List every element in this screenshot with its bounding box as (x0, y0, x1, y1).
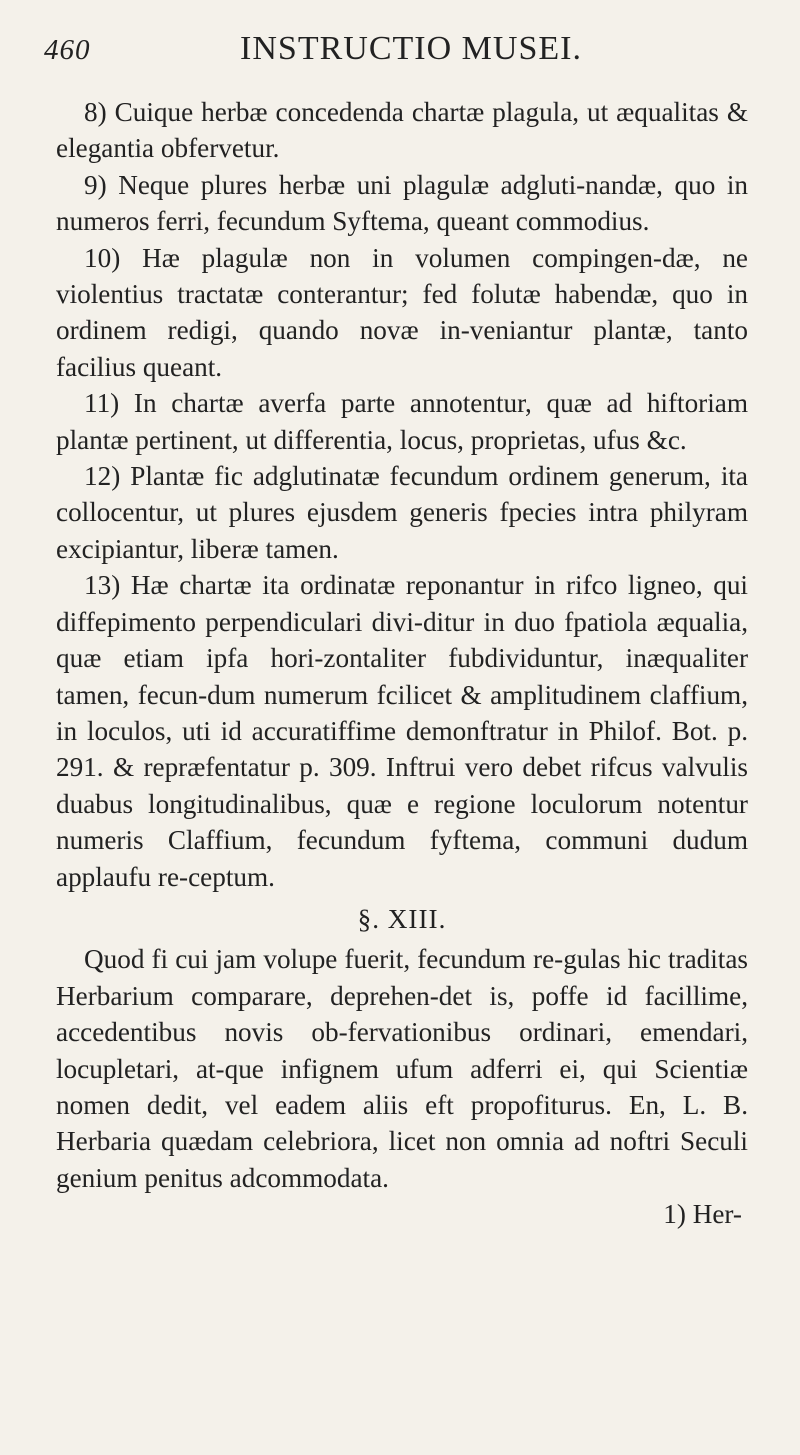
section-heading: §. XIII. (357, 903, 447, 934)
paragraph-9: 9) Neque plures herbæ uni plagulæ adgluti-nandæ, quo in numeros ferri, fecundum Syftema, queant commodius. (56, 169, 748, 237)
paragraph-8: 8) Cuique herbæ concedenda chartæ plagula, ut æqualitas & elegantia obfervetur. (56, 97, 748, 164)
paragraph-11: 11) In chartæ averfa parte annotentur, quæ ad hiftoriam plantæ pertinent, ut differentia, locus, proprietas, ufus &c. (56, 388, 748, 455)
paragraph-13: 13) Hæ chartæ ita ordinatæ reponantur in rifco ligneo, qui diffepimento perpendiculari divi-ditur in duo fpatiola æqualia, quæ etiam ipfa hori-zontaliter fubdividuntur, inæqualiter tamen, fecun-dum numerum fcilicet & amplitudinem claffium, in loculos, uti id accuratiffime demonftratur in Philof. Bot. p. 291. & repræfentatur p. 309. Inftrui vero debet rifcus valvulis duabus longitudinalibus, quæ e regione loculorum notentur numeris Claffium, fecundum fyftema, communi dudum applaufu re-ceptum. (56, 570, 748, 892)
paragraph-12: 12) Plantæ fic adglutinatæ fecundum ordinem generum, ita collocentur, ut plures ejusdem generis fpecies intra philyram excipiantur, liberæ tamen. (56, 461, 748, 564)
section-paragraph: Quod fi cui jam volupe fuerit, fecundum re-gulas hic traditas Herbarium comparare, deprehen-det is, poffe id facillime, accedentibus novis ob-fervationibus ordinari, emendari, locupletari, at-que infignem ufum adferri ei, qui Scientiæ nomen dedit, vel eadem aliis eft propofiturus. En, L. B. Herbaria quædam celebriora, licet non omnia ad noftri Seculi genium penitus adcommodata. (56, 944, 748, 1193)
body-text (56, 94, 748, 1233)
page-header (44, 30, 748, 80)
catchword: 1) Her- (663, 1199, 742, 1230)
running-title: INSTRUCTIO MUSEI. (240, 30, 582, 67)
paragraph-10: 10) Hæ plagulæ non in volumen compingen-dæ, ne violentius tractatæ conterantur; fed folutæ habendæ, quo in ordinem redigi, quando novæ in-veniantur plantæ, tanto facilius queant. (56, 242, 748, 382)
page-number: 460 (44, 34, 91, 66)
